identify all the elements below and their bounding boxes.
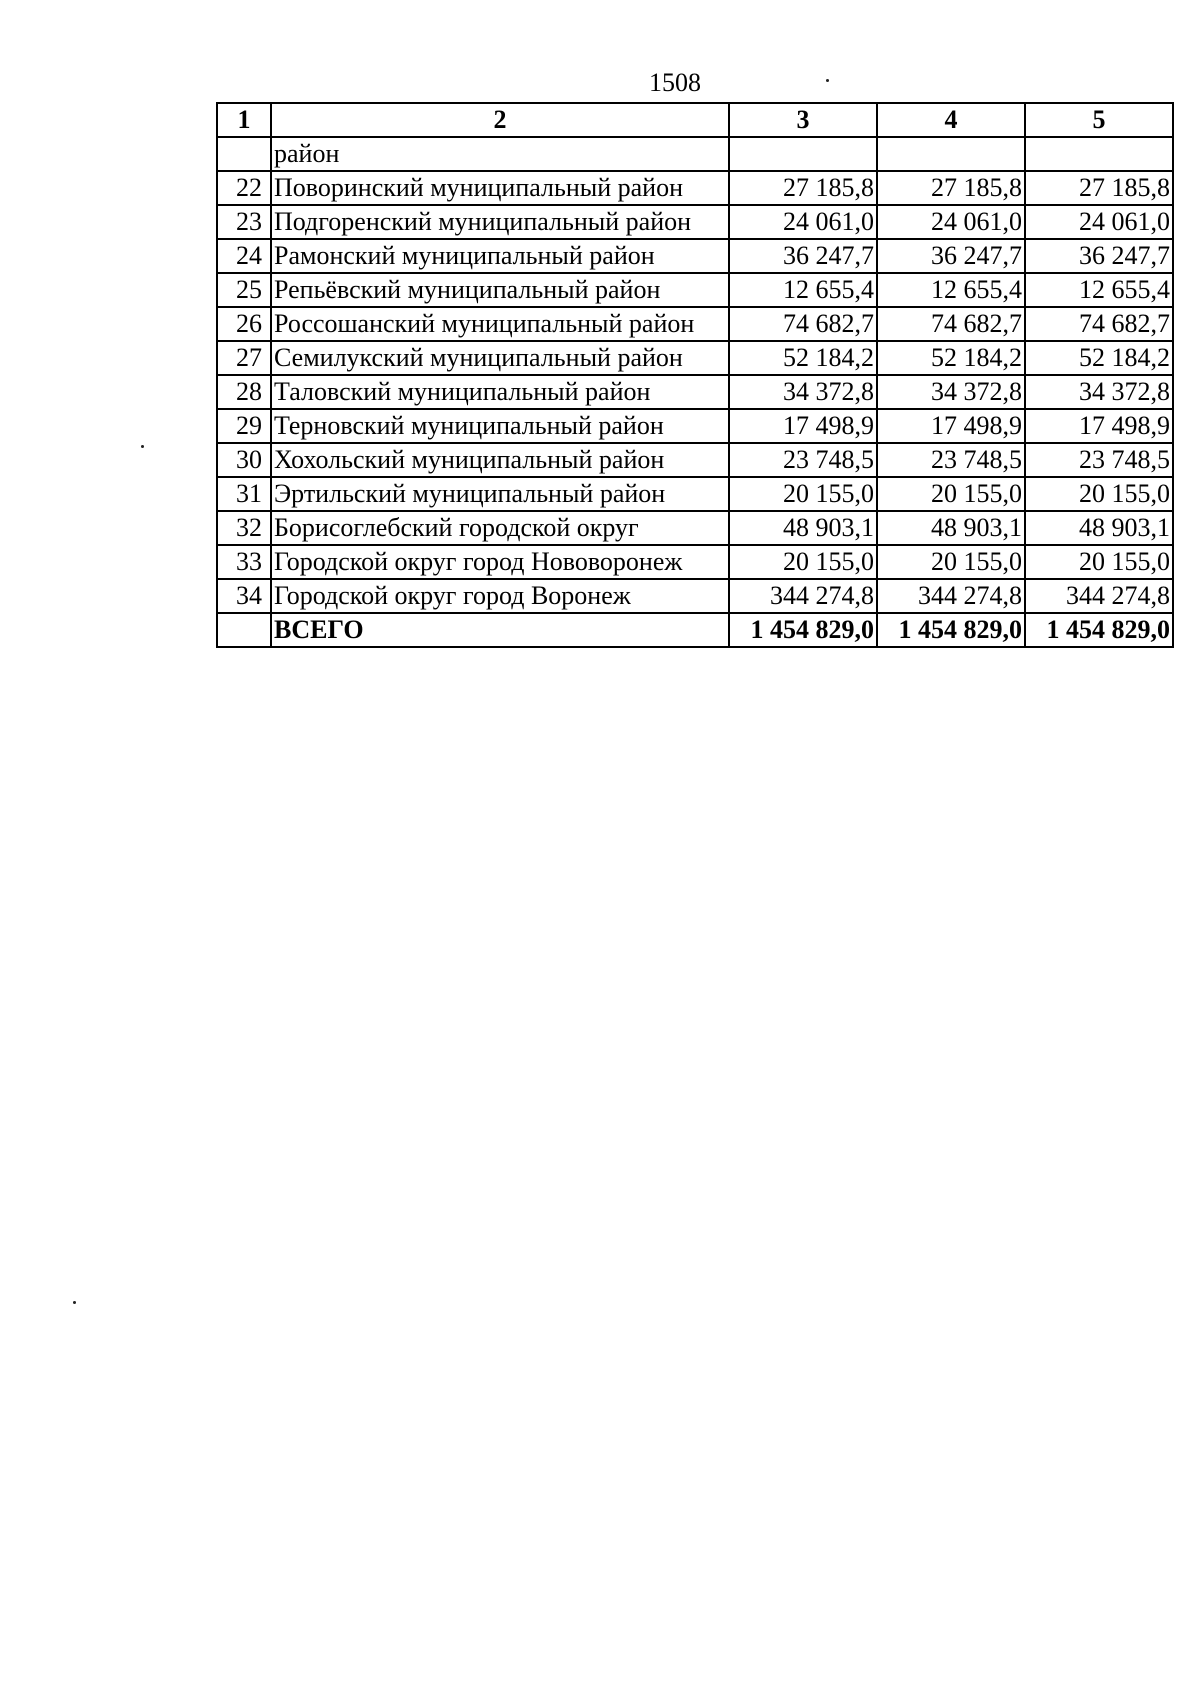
value-col-3: 344 274,8 xyxy=(729,579,877,613)
budget-table xyxy=(216,102,1174,648)
total-col-3: 1 454 829,0 xyxy=(729,613,877,647)
row-number: 32 xyxy=(217,511,271,545)
value-col-3: 34 372,8 xyxy=(729,375,877,409)
table-row xyxy=(217,477,1173,511)
district-name: Подгоренский муниципальный район xyxy=(271,205,729,239)
column-header: 1 xyxy=(217,103,271,137)
value-col-4: 74 682,7 xyxy=(877,307,1025,341)
value-col-3: 52 184,2 xyxy=(729,341,877,375)
value-col-5: 20 155,0 xyxy=(1025,545,1173,579)
district-name: Эртильский муниципальный район xyxy=(271,477,729,511)
scan-speck xyxy=(141,445,144,448)
value-col-5: 12 655,4 xyxy=(1025,273,1173,307)
value-col-4: 17 498,9 xyxy=(877,409,1025,443)
value-col-3: 17 498,9 xyxy=(729,409,877,443)
table-row xyxy=(217,307,1173,341)
district-name: Рамонский муниципальный район xyxy=(271,239,729,273)
total-col-5: 1 454 829,0 xyxy=(1025,613,1173,647)
district-name: Городской округ город Воронеж xyxy=(271,579,729,613)
value-col-3: 36 247,7 xyxy=(729,239,877,273)
value-col-5: 17 498,9 xyxy=(1025,409,1173,443)
value-col-4: 34 372,8 xyxy=(877,375,1025,409)
table-row xyxy=(217,579,1173,613)
value-col-5: 20 155,0 xyxy=(1025,477,1173,511)
row-number: 31 xyxy=(217,477,271,511)
district-name: Семилукский муниципальный район xyxy=(271,341,729,375)
row-number: 34 xyxy=(217,579,271,613)
total-col-4: 1 454 829,0 xyxy=(877,613,1025,647)
row-number: 22 xyxy=(217,171,271,205)
value-col-4: 20 155,0 xyxy=(877,545,1025,579)
table-row xyxy=(217,511,1173,545)
row-number: 27 xyxy=(217,341,271,375)
total-row xyxy=(217,613,1173,647)
value-col-3: 23 748,5 xyxy=(729,443,877,477)
row-number: 26 xyxy=(217,307,271,341)
district-name: Поворинский муниципальный район xyxy=(271,171,729,205)
value-col-5: 74 682,7 xyxy=(1025,307,1173,341)
district-name: Таловский муниципальный район xyxy=(271,375,729,409)
value-col-5 xyxy=(1025,137,1173,171)
table-row xyxy=(217,545,1173,579)
value-col-5: 23 748,5 xyxy=(1025,443,1173,477)
value-col-3: 20 155,0 xyxy=(729,545,877,579)
value-col-5: 24 061,0 xyxy=(1025,205,1173,239)
row-number: 29 xyxy=(217,409,271,443)
row-number: 33 xyxy=(217,545,271,579)
column-header: 3 xyxy=(729,103,877,137)
row-number xyxy=(217,137,271,171)
value-col-5: 36 247,7 xyxy=(1025,239,1173,273)
value-col-3 xyxy=(729,137,877,171)
total-label: ВСЕГО xyxy=(271,613,729,647)
district-name: Россошанский муниципальный район xyxy=(271,307,729,341)
row-number xyxy=(217,613,271,647)
value-col-3: 27 185,8 xyxy=(729,171,877,205)
row-number: 24 xyxy=(217,239,271,273)
scan-speck xyxy=(826,79,829,82)
district-name: Хохольский муниципальный район xyxy=(271,443,729,477)
scan-speck xyxy=(73,1301,76,1304)
district-name: район xyxy=(271,137,729,171)
table-row xyxy=(217,273,1173,307)
value-col-4: 27 185,8 xyxy=(877,171,1025,205)
district-name: Терновский муниципальный район xyxy=(271,409,729,443)
value-col-5: 48 903,1 xyxy=(1025,511,1173,545)
row-number: 23 xyxy=(217,205,271,239)
column-header: 4 xyxy=(877,103,1025,137)
column-header: 5 xyxy=(1025,103,1173,137)
value-col-3: 48 903,1 xyxy=(729,511,877,545)
district-name: Борисоглебский городской округ xyxy=(271,511,729,545)
value-col-5: 52 184,2 xyxy=(1025,341,1173,375)
row-number: 28 xyxy=(217,375,271,409)
value-col-5: 344 274,8 xyxy=(1025,579,1173,613)
table-row xyxy=(217,171,1173,205)
row-number: 30 xyxy=(217,443,271,477)
district-name: Репьёвский муниципальный район xyxy=(271,273,729,307)
page-number: 1508 xyxy=(649,68,701,97)
value-col-3: 24 061,0 xyxy=(729,205,877,239)
value-col-4: 12 655,4 xyxy=(877,273,1025,307)
column-header: 2 xyxy=(271,103,729,137)
value-col-4: 48 903,1 xyxy=(877,511,1025,545)
table-row xyxy=(217,137,1173,171)
value-col-4: 23 748,5 xyxy=(877,443,1025,477)
row-number: 25 xyxy=(217,273,271,307)
value-col-4: 36 247,7 xyxy=(877,239,1025,273)
district-name: Городской округ город Нововоронеж xyxy=(271,545,729,579)
value-col-5: 27 185,8 xyxy=(1025,171,1173,205)
value-col-3: 20 155,0 xyxy=(729,477,877,511)
value-col-3: 74 682,7 xyxy=(729,307,877,341)
value-col-3: 12 655,4 xyxy=(729,273,877,307)
value-col-5: 34 372,8 xyxy=(1025,375,1173,409)
value-col-4: 24 061,0 xyxy=(877,205,1025,239)
table-row xyxy=(217,443,1173,477)
table-row xyxy=(217,205,1173,239)
table-row xyxy=(217,409,1173,443)
table-row xyxy=(217,375,1173,409)
table-row xyxy=(217,341,1173,375)
value-col-4: 52 184,2 xyxy=(877,341,1025,375)
table-header-row xyxy=(217,103,1173,137)
value-col-4 xyxy=(877,137,1025,171)
value-col-4: 344 274,8 xyxy=(877,579,1025,613)
value-col-4: 20 155,0 xyxy=(877,477,1025,511)
table-row xyxy=(217,239,1173,273)
